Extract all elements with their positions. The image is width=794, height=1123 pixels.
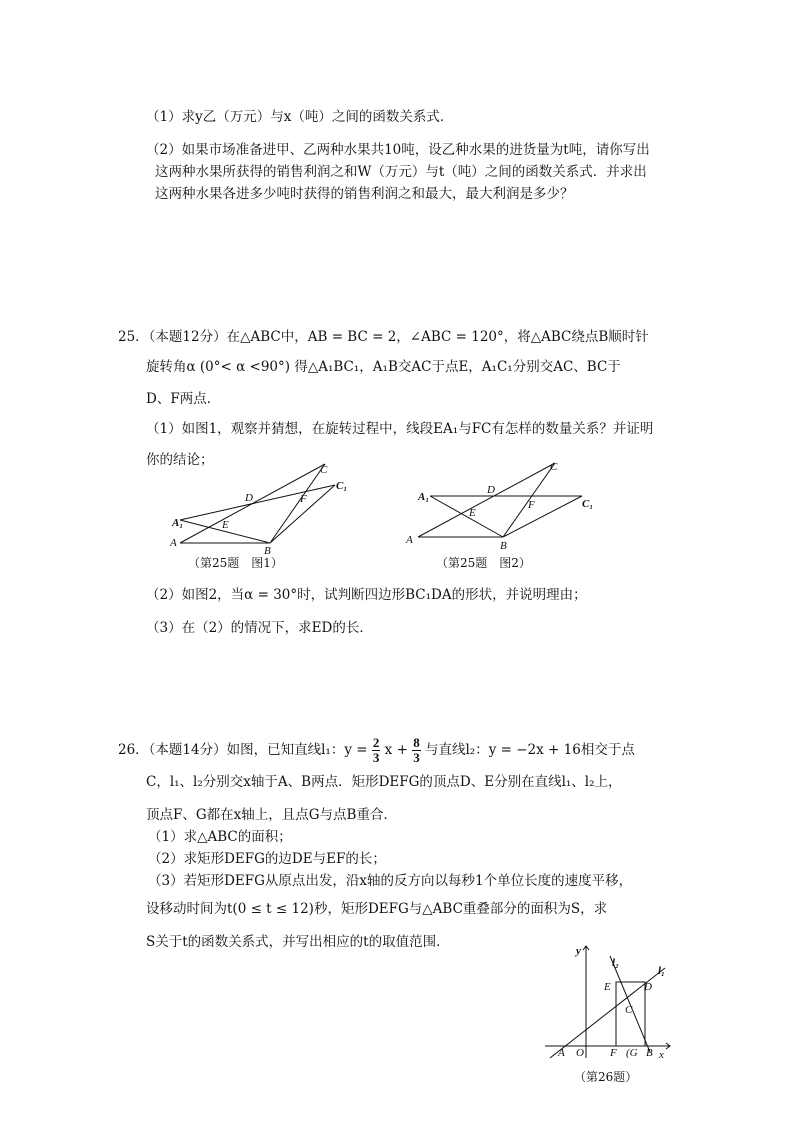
- q24-part2-line3: 这两种水果各进多少吨时获得的销售利润之和最大，最大利润是多少？: [155, 186, 574, 202]
- fig2-label-c: C: [550, 461, 558, 473]
- q26-figure-caption: （第26题）: [574, 1070, 638, 1084]
- fig26-label-l1: l₁: [658, 965, 665, 977]
- q24-part2-line1: （2）如果市场准备进甲、乙两种水果共10吨，设乙种水果的进货量为t吨，请你写出: [146, 142, 650, 158]
- fig1-label-a: A: [170, 537, 177, 549]
- q25-figure1: [160, 458, 360, 558]
- fig1-label-b: B: [264, 545, 271, 557]
- fig26-label-b: B: [646, 1047, 653, 1059]
- fig1-label-c: C: [320, 464, 328, 476]
- fig26-label-f: F: [610, 1047, 617, 1059]
- fig2-label-f: F: [528, 499, 535, 511]
- fig2-label-c1: C₁: [582, 498, 594, 510]
- q26-sub3-line2: 设移动时间为t(0 ≤ t ≤ 12)秒，矩形DEFG与△ABC重叠部分的面积为S，求: [146, 901, 608, 917]
- frac2-denominator: 3: [413, 750, 420, 765]
- fig26-label-g: (G: [626, 1047, 638, 1059]
- q25-stem-line1: 25．（本题12分）在△ABC中，AB = BC = 2，∠ABC = 120°，将△ABC绕点B顺时针: [118, 329, 649, 345]
- q25-fig2-caption: （第25题 图2）: [436, 556, 531, 570]
- q25-stem-line3: D、F两点．: [146, 391, 221, 407]
- q26-sub3-line1: （3）若矩形DEFG从原点出发，沿x轴的反方向以每秒1个单位长度的速度平移，: [148, 873, 633, 889]
- q25-figure2: [400, 455, 610, 555]
- fig2-label-b: B: [500, 540, 507, 552]
- q26-stem-part-c: 与直线l₂：y = −2x + 16相交于点: [424, 742, 635, 758]
- q26-stem-line2: C，l₁、l₂分别交x轴于A、B两点．矩形DEFG的顶点D、E分别在直线l₁、l₂上，: [146, 774, 622, 790]
- fig2-label-a1: A₁: [418, 491, 430, 503]
- frac1-denominator: 3: [372, 750, 380, 765]
- q26-sub1: （1）求△ABC的面积；: [148, 829, 292, 845]
- fig26-label-c: C: [625, 1004, 633, 1016]
- q25-fig1-caption: （第25题 图1）: [188, 556, 283, 570]
- q26-sub3-line3: S关于t的函数关系式，并写出相应的t的取值范围．: [146, 934, 450, 950]
- q26-figure: [540, 940, 680, 1065]
- fig26-label-a: A: [558, 1047, 565, 1059]
- fig1-label-c1: C₁: [336, 480, 348, 492]
- q25-sub1-line1: （1）如图1，观察并猜想，在旋转过程中，线段EA₁与FC有怎样的数量关系？并证明: [146, 421, 654, 437]
- frac1-numerator: 2: [372, 735, 380, 750]
- q26-stem-line3: 顶点F、G都在x轴上，且点G与点B重合．: [146, 807, 397, 823]
- q25-sub2: （2）如图2，当α = 30°时，试判断四边形BC₁DA的形状，并说明理由；: [146, 587, 587, 603]
- fig2-label-d: D: [487, 484, 495, 496]
- q26-sub2: （2）求矩形DEFG的边DE与EF的长；: [148, 851, 386, 867]
- q26-stem-line1: [118, 732, 635, 768]
- q26-stem-part-b: x +: [384, 742, 408, 758]
- fig1-label-e: E: [222, 519, 229, 531]
- fig1-label-f: F: [300, 493, 307, 505]
- fig26-label-e: E: [604, 981, 611, 993]
- fig2-label-e: E: [469, 507, 476, 519]
- q26-stem-part-a: 26．（本题14分）如图，已知直线l₁：y =: [118, 742, 368, 758]
- frac2-numerator: 8: [413, 735, 420, 750]
- fig26-label-d: D: [644, 981, 652, 993]
- fig26-label-l2: l₂: [612, 957, 619, 969]
- fig26-label-x: x: [659, 1049, 664, 1061]
- fig1-label-a1: A₁: [172, 517, 184, 529]
- q25-stem-line2: 旋转角α (0°< α <90°) 得△A₁BC₁，A₁B交AC于点E，A₁C₁分别交AC、BC于: [146, 359, 621, 375]
- fig26-label-y: y: [576, 945, 581, 957]
- q24-part1: （1）求y乙（万元）与x（吨）之间的函数关系式．: [146, 109, 454, 125]
- q25-sub1-line2: 你的结论；: [146, 452, 214, 468]
- fraction-two-thirds: [372, 736, 381, 765]
- fraction-eight-thirds: [412, 736, 421, 765]
- q24-part2-line2: 这两种水果所获得的销售利润之和W（万元）与t（吨）之间的函数关系式．并求出: [155, 164, 647, 180]
- fig2-label-a: A: [406, 534, 413, 546]
- q25-sub3: （3）在（2）的情况下，求ED的长．: [146, 620, 373, 636]
- fig26-label-o: O: [576, 1047, 584, 1059]
- fig1-label-d: D: [245, 492, 253, 504]
